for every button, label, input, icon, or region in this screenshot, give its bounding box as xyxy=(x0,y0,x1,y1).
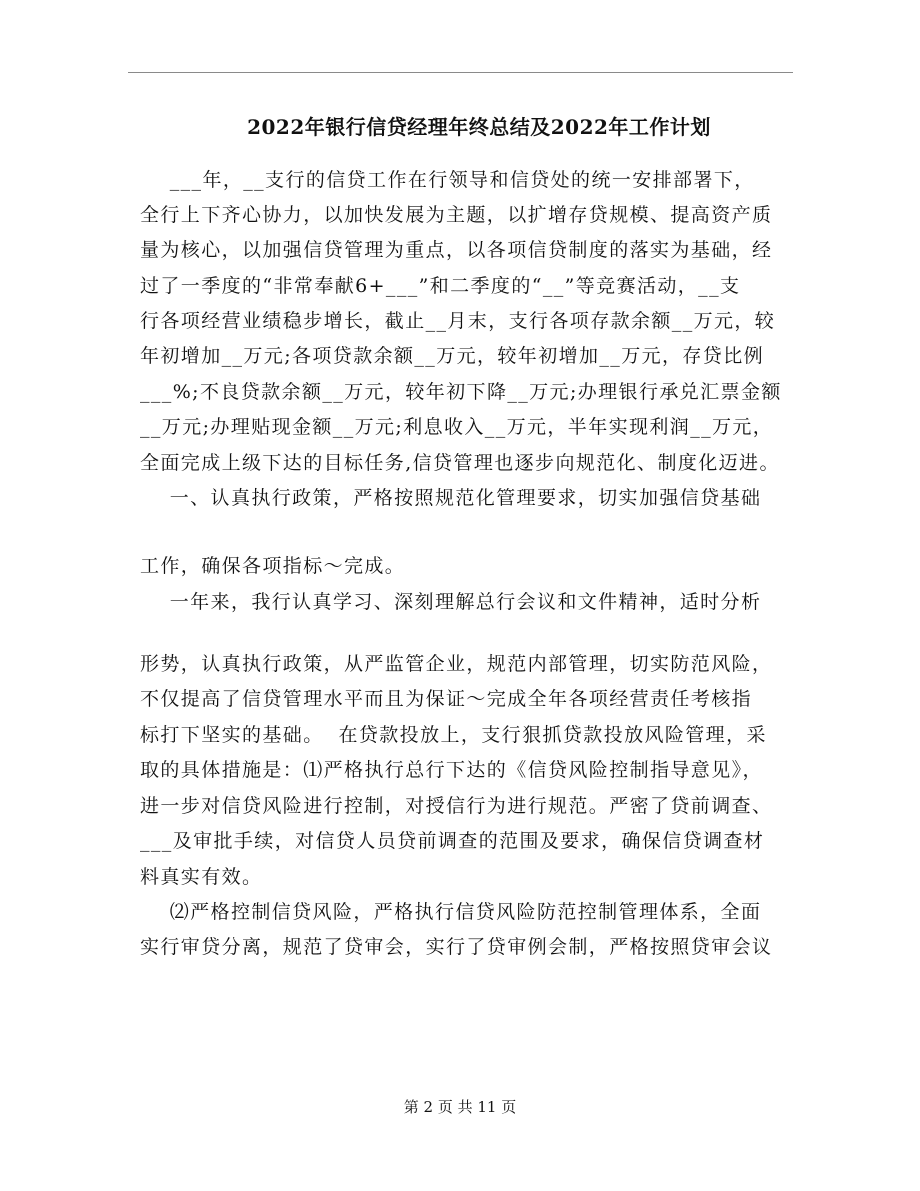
body-line: ___及审批手续，对信贷人员贷前调查的范围及要求，确保信贷调查材 xyxy=(140,830,765,852)
body-line: 行各项经营业绩稳步增长，截止__月末，支行各项存款余额__万元，较 xyxy=(140,310,776,332)
body-line: ⑵严格控制信贷风险，严格执行信贷风险防范控制管理体系，全面 xyxy=(140,901,762,923)
body-line: 料真实有效。 xyxy=(140,866,263,888)
body-line: 一、认真执行政策，严格按照规范化管理要求，切实加强信贷基础 xyxy=(140,487,762,509)
page-number: 第 2 页 共 11 页 xyxy=(403,1098,517,1116)
body-line: 全行上下齐心协力，以加快发展为主题，以扩增存贷规模、提高资产质 xyxy=(140,204,773,226)
body-line: __万元;办理贴现金额__万元;利息收入__万元，半年实现利润__万元， xyxy=(140,416,774,438)
body-line: ___%;不良贷款余额__万元，较年初下降__万元;办理银行承兑汇票金额 xyxy=(140,381,782,403)
document-title: 2022年银行信贷经理年终总结及2022年工作计划 xyxy=(247,115,711,139)
body-line: 过了一季度的“非常奉献6+___”和二季度的“__”等竞赛活动，__支 xyxy=(140,275,741,297)
body-line: 工作，确保各项指标～完成。 xyxy=(140,555,406,577)
header-rule xyxy=(128,72,793,73)
body-line: 年初增加__万元;各项贷款余额__万元，较年初增加__万元，存贷比例 xyxy=(140,345,765,367)
body-line: 标打下坚实的基础。 在贷款投放上，支行狠抓贷款投放风险管理，采 xyxy=(140,724,767,746)
body-line: 量为核心，以加强信贷管理为重点，以各项信贷制度的落实为基础，经 xyxy=(140,239,773,261)
body-line: 取的具体措施是：⑴严格执行总行下达的《信贷风险控制指导意见》， xyxy=(140,759,763,781)
body-line: 进一步对信贷风险进行控制，对授信行为进行规范。严密了贷前调查、 xyxy=(140,795,773,817)
body-line: 一年来，我行认真学习、深刻理解总行会议和文件精神，适时分析 xyxy=(140,591,762,613)
body-line: ___年，__支行的信贷工作在行领导和信贷处的统一安排部署下， xyxy=(140,169,755,191)
body-line: 形势，认真执行政策，从严监管企业，规范内部管理，切实防范风险， xyxy=(140,653,773,675)
body-line: 全面完成上级下达的目标任务,信贷管理也逐步向规范化、制度化迈进。 xyxy=(140,452,780,474)
body-line: 不仅提高了信贷管理水平而且为保证～完成全年各项经营责任考核指 xyxy=(140,688,753,710)
body-line: 实行审贷分离，规范了贷审会，实行了贷审例会制，严格按照贷审会议 xyxy=(140,936,773,958)
